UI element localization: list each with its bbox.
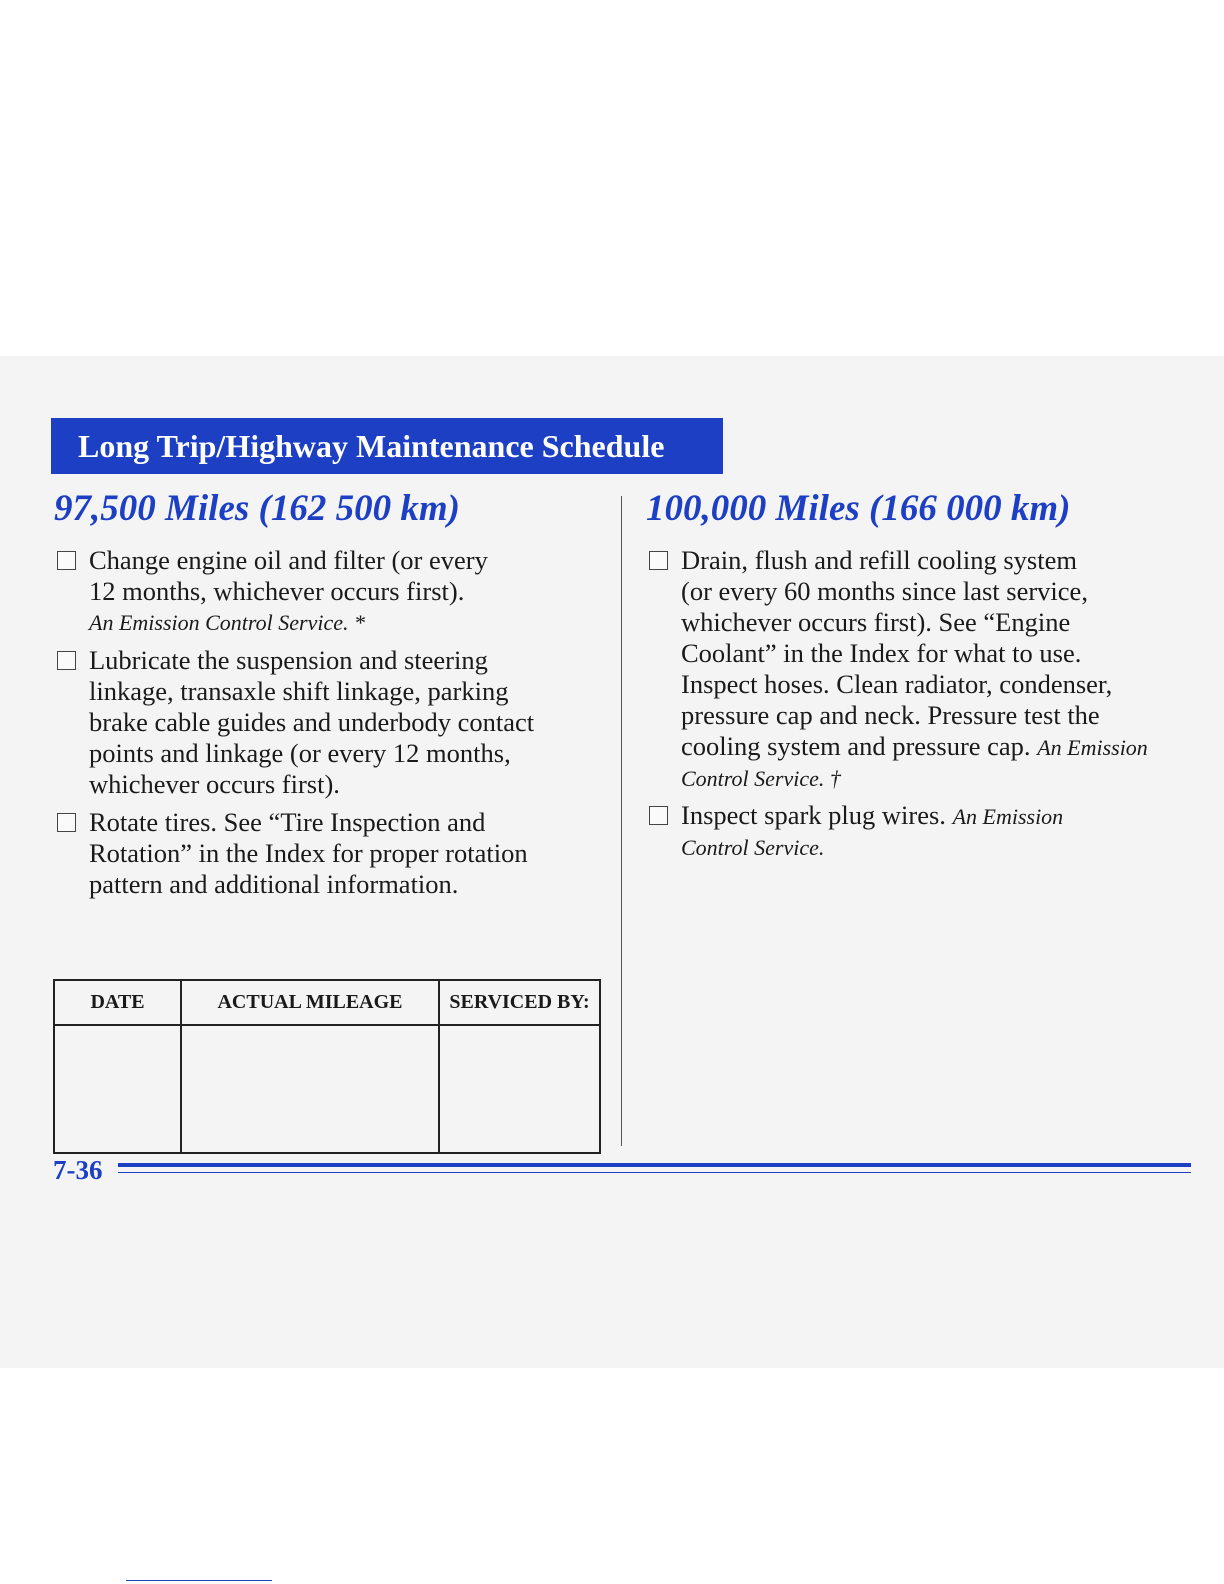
left-column-heading: 97,500 Miles (162 500 km) [54, 488, 460, 529]
service-log-table [53, 979, 601, 1154]
item-text: Inspect spark plug wires. [681, 800, 946, 830]
item-text: linkage, transaxle shift linkage, parking [89, 676, 509, 706]
item-text: Drain, flush and refill cooling system [681, 545, 1077, 575]
item-text: Rotation” in the Index for proper rotation [89, 838, 528, 868]
serviced-by-cell[interactable] [439, 1025, 600, 1153]
right-column-heading: 100,000 Miles (166 000 km) [646, 488, 1071, 529]
emission-note: Control Service. † [681, 766, 841, 791]
footer-rule-thin [118, 1172, 1191, 1173]
item-text: cooling system and pressure cap. [681, 731, 1031, 761]
item-text: brake cable guides and underbody contact [89, 707, 535, 737]
item-text: points and linkage (or every 12 months, [89, 738, 511, 768]
table-header-date: DATE [54, 980, 181, 1025]
item-text: whichever occurs first). See “Engine [681, 607, 1071, 637]
checkbox[interactable] [57, 651, 76, 670]
item-text: (or every 60 months since last service, [681, 576, 1088, 606]
emission-note: An Emission Control Service. * [89, 610, 365, 635]
checkbox[interactable] [57, 813, 76, 832]
checkbox[interactable] [57, 551, 76, 570]
item-text: pressure cap and neck. Pressure test the [681, 700, 1100, 730]
item-text: whichever occurs first). [89, 769, 340, 799]
item-text: Change engine oil and filter (or every [89, 545, 488, 575]
footer-rule [118, 1163, 1191, 1167]
mileage-cell[interactable] [181, 1025, 439, 1153]
item-text: 12 months, whichever occurs first). [89, 576, 465, 606]
page-number: 7-36 [53, 1155, 103, 1185]
bottom-rule [126, 1580, 272, 1581]
column-divider [621, 496, 622, 1146]
date-cell[interactable] [54, 1025, 181, 1153]
item-text: Lubricate the suspension and steering [89, 645, 488, 675]
section-header: Long Trip/Highway Maintenance Schedule [51, 418, 723, 474]
item-text: Coolant” in the Index for what to use. [681, 638, 1082, 668]
item-text: Rotate tires. See “Tire Inspection and [89, 807, 486, 837]
emission-note: An Emission [1037, 735, 1148, 760]
checkbox[interactable] [649, 806, 668, 825]
table-header-serviced-by: SERVICED BY: [439, 980, 600, 1025]
item-text: pattern and additional information. [89, 869, 459, 899]
item-text: Inspect hoses. Clean radiator, condenser, [681, 669, 1113, 699]
table-header-mileage: ACTUAL MILEAGE [181, 980, 439, 1025]
emission-note: Control Service. [681, 835, 825, 860]
emission-note: An Emission [952, 804, 1064, 829]
checkbox[interactable] [649, 551, 668, 570]
